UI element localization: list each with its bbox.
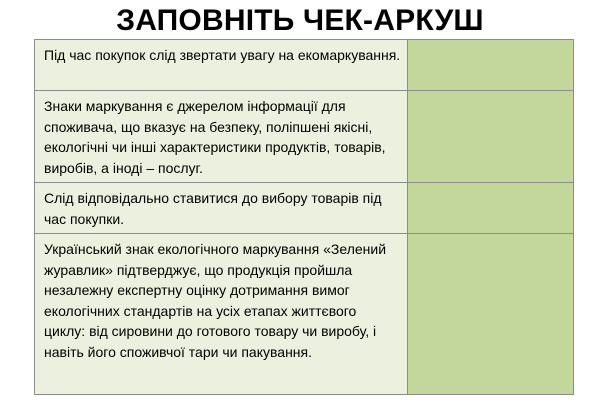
statement-text: Слід відповідально ставитися до вибору товарів під час покупки. [44, 190, 382, 227]
statement-cell [35, 91, 408, 183]
answer-cell[interactable] [408, 91, 574, 183]
statement-cell [35, 183, 408, 234]
statement-text: Знаки маркування є джерелом інформації для споживача, що вказує на безпеку, поліпшені якісні, екологічні чи інші характеристики продуктів, товарів, виробів, а іноді – послуг. [44, 98, 386, 176]
table-row [35, 234, 574, 395]
answer-cell[interactable] [408, 234, 574, 395]
page-title: ЗАПОВНІТЬ ЧЕК-АРКУШ [116, 4, 484, 37]
statement-cell [35, 40, 408, 91]
statement-cell [35, 234, 408, 395]
statement-text: Під час покупок слід звертати увагу на екомаркування. [44, 47, 401, 63]
table-row [35, 40, 574, 91]
answer-cell[interactable] [408, 40, 574, 91]
statement-text: Український знак екологічного маркування «Зелений журавлик» підтверджує, що продукція пройшла незалежну експертну оцінку дотримання вимог екологічних стандартів на усіх етапах життєвого циклу: від сировини до готового товару чи виробу, і навіть його споживчої тари чи пакування. [44, 241, 387, 360]
table-row [35, 91, 574, 183]
table-row [35, 183, 574, 234]
answer-cell[interactable] [408, 183, 574, 234]
checklist-table [34, 39, 574, 395]
